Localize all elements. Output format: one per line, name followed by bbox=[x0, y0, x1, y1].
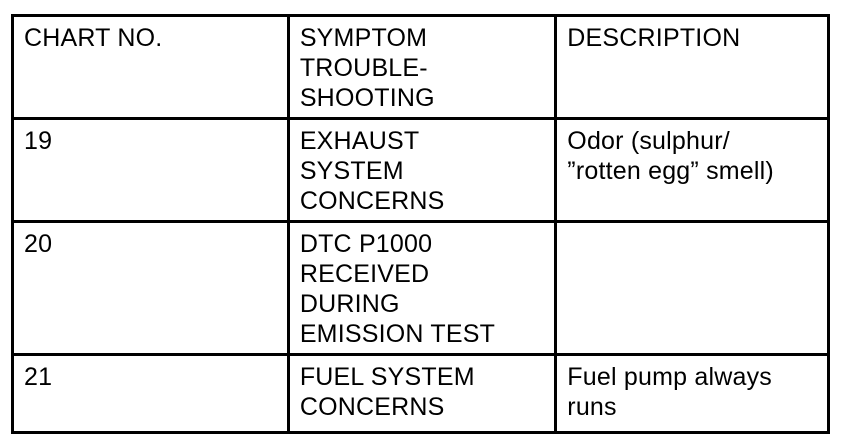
description-value: Odor (sulphur/ ”rotten egg” smell) bbox=[567, 127, 774, 185]
cell-symptom bbox=[288, 222, 555, 355]
cell-symptom bbox=[288, 355, 555, 433]
cell-description bbox=[556, 119, 829, 222]
header-description-label: DESCRIPTION bbox=[567, 24, 741, 52]
chart-no-value: 19 bbox=[24, 127, 53, 155]
symptom-value: DTC P1000 RECEIVED DURING EMISSION TEST bbox=[299, 230, 496, 348]
header-chart-no bbox=[13, 16, 289, 119]
cell-chart-no bbox=[13, 222, 289, 355]
table-row bbox=[13, 355, 829, 433]
cell-description bbox=[556, 355, 829, 433]
header-chart-no-label: CHART NO. bbox=[24, 24, 163, 52]
cell-chart-no bbox=[13, 355, 289, 433]
header-symptom-label: SYMPTOM TROUBLE- SHOOTING bbox=[299, 24, 435, 112]
description-value: Fuel pump always runs bbox=[567, 363, 772, 421]
header-symptom bbox=[288, 16, 555, 119]
header-description bbox=[556, 16, 829, 119]
chart-no-value: 21 bbox=[24, 363, 53, 391]
table-row bbox=[13, 222, 829, 355]
symptom-value: EXHAUST SYSTEM CONCERNS bbox=[299, 127, 445, 215]
cell-symptom bbox=[288, 119, 555, 222]
cell-chart-no bbox=[13, 119, 289, 222]
chart-no-value: 20 bbox=[24, 230, 53, 258]
cell-description bbox=[556, 222, 829, 355]
table-header-row bbox=[13, 16, 829, 119]
symptom-troubleshooting-table bbox=[11, 14, 830, 434]
symptom-value: FUEL SYSTEM CONCERNS bbox=[299, 363, 475, 421]
table-row bbox=[13, 119, 829, 222]
